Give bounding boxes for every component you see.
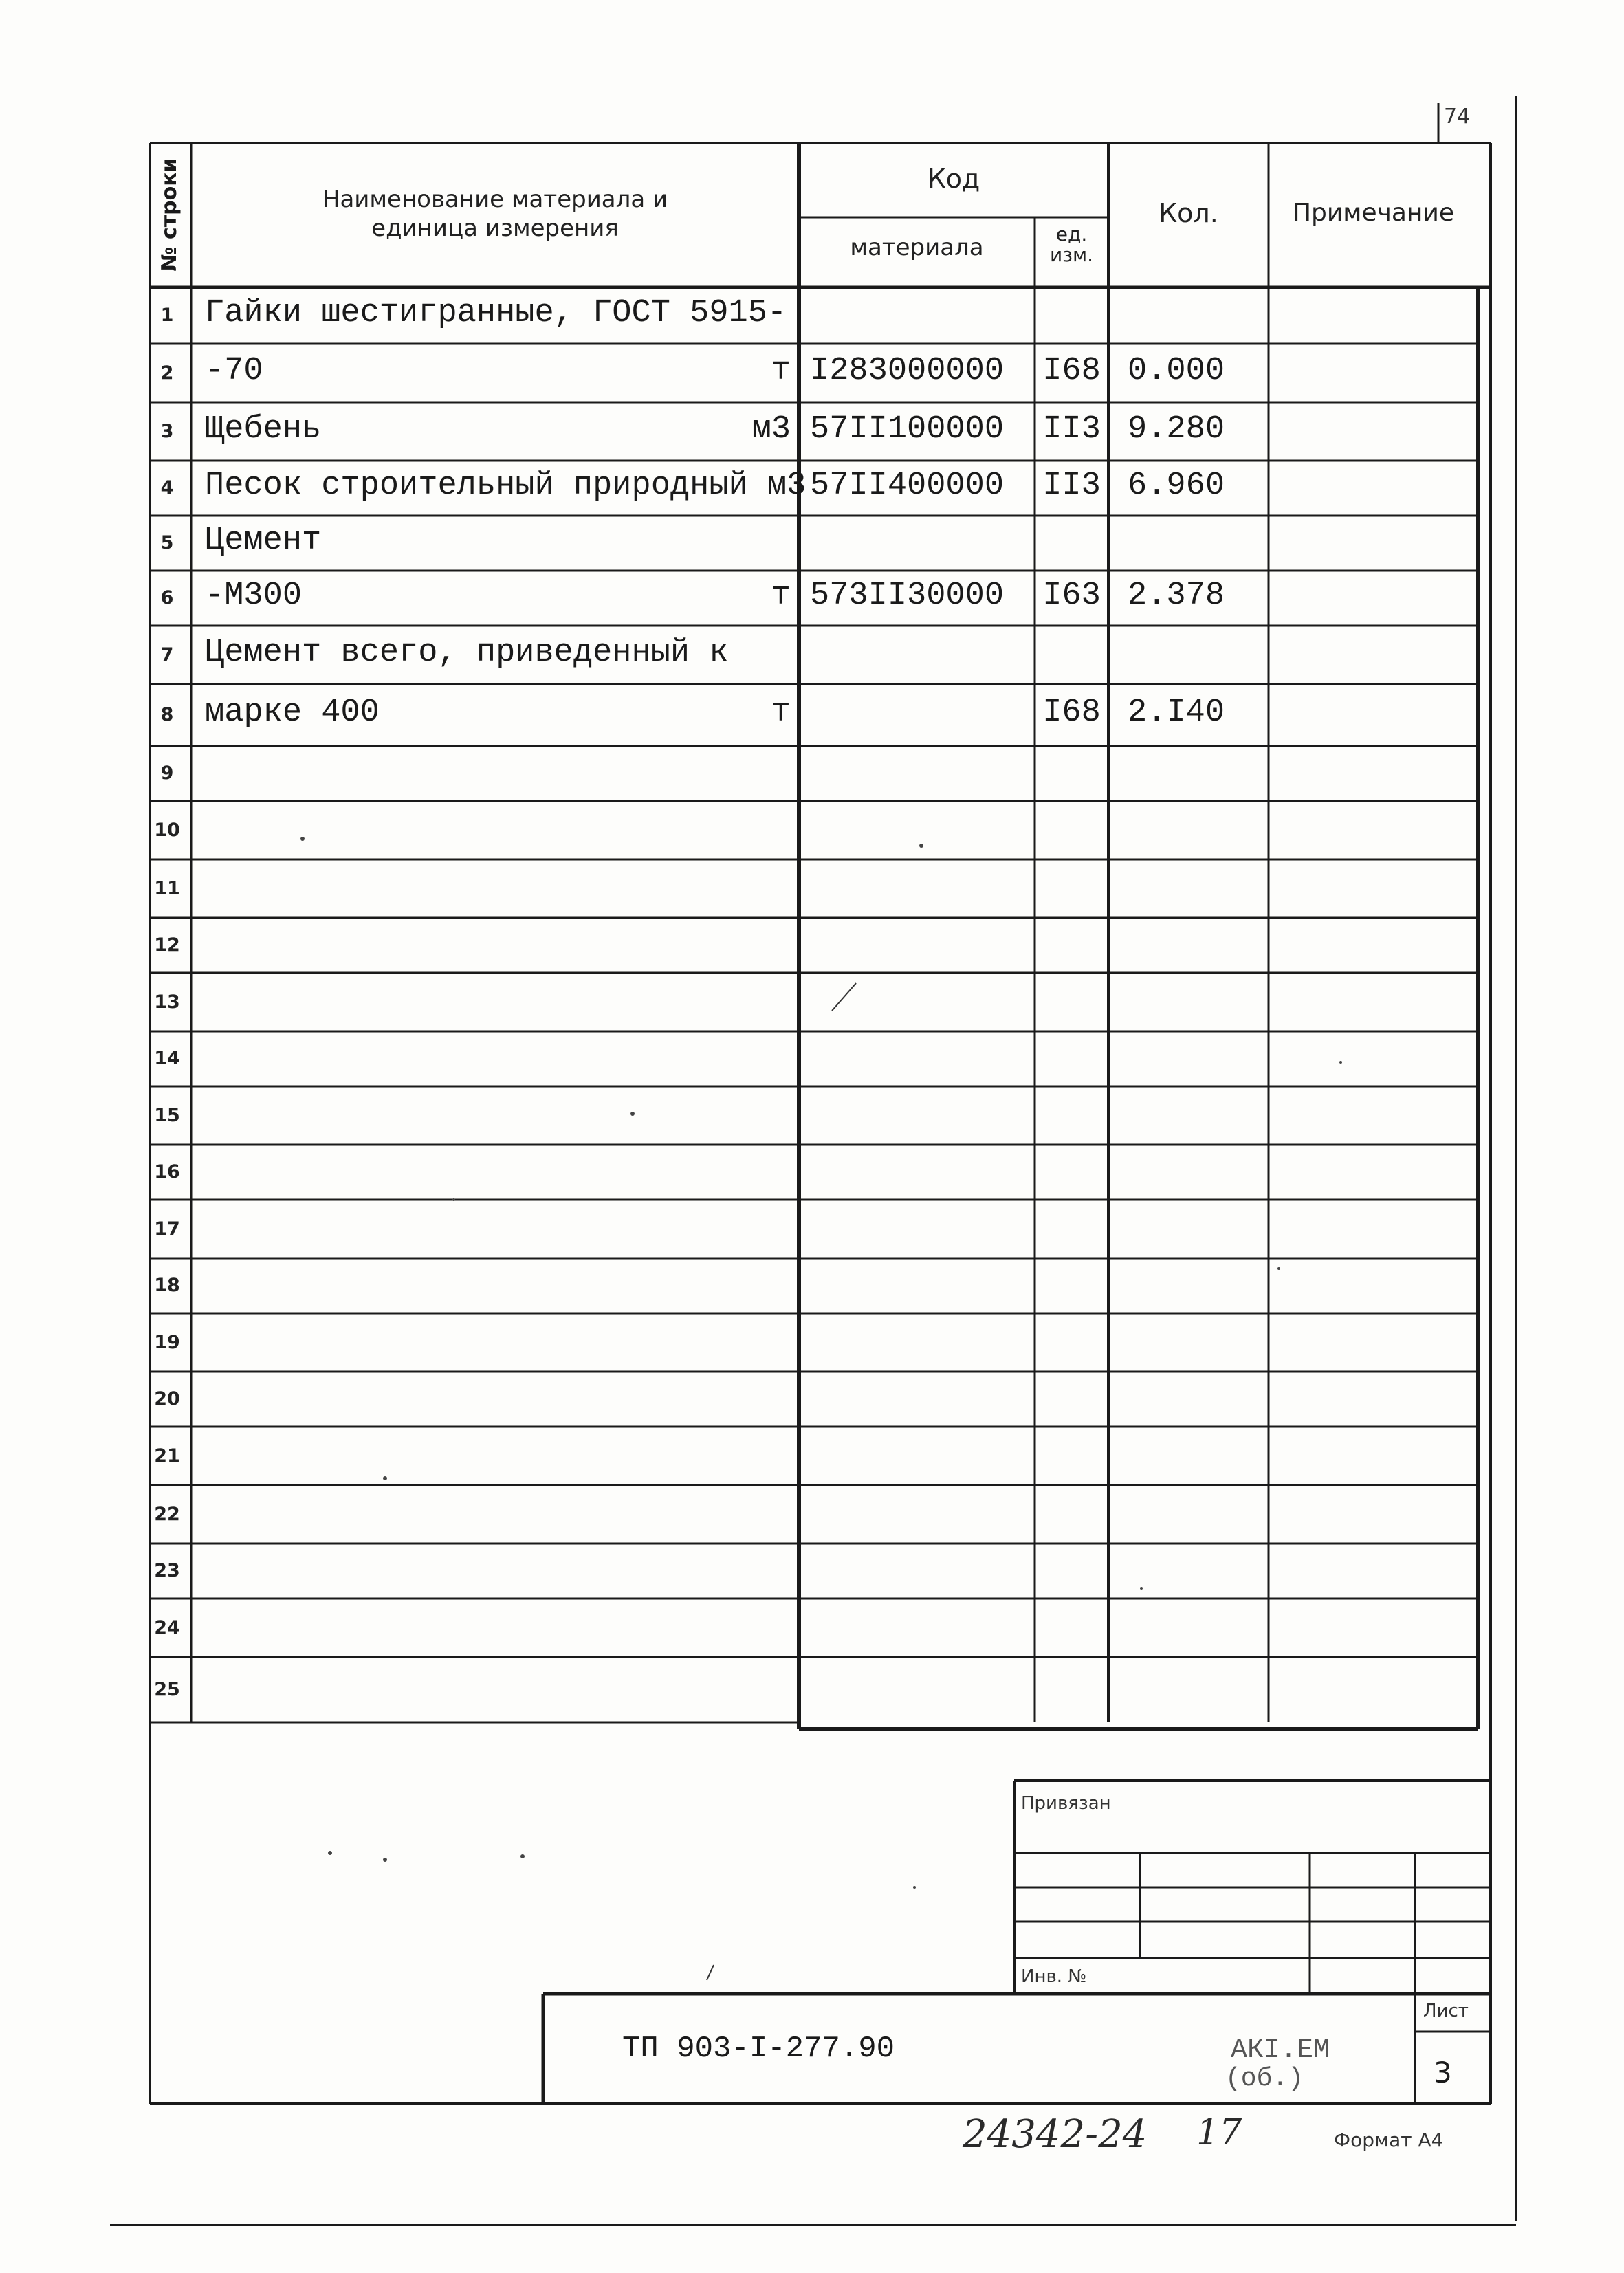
material-unit: т	[771, 352, 791, 389]
sheet-number: 3	[1434, 2056, 1452, 2089]
quantity: 9.280	[1128, 410, 1225, 448]
row-number: 19	[154, 1331, 180, 1353]
unit-code: I68	[1042, 352, 1101, 389]
row-number: 18	[154, 1275, 180, 1296]
material-name: Гайки шестигранные, ГОСТ 5915-	[205, 295, 787, 331]
material-code: 573II30000	[810, 578, 1005, 614]
row-number-header	[150, 143, 191, 287]
quantity: 2.I40	[1128, 694, 1225, 731]
row-number: 7	[160, 644, 174, 666]
quantity: 6.960	[1128, 468, 1225, 504]
code-unit-header-line2: изм.	[1049, 243, 1094, 266]
unit-code: I63	[1042, 578, 1101, 614]
row-number: 5	[160, 532, 174, 553]
sheet-code-line1: АКI.ЕМ	[1231, 2035, 1330, 2066]
doc-code: ТП 903-I-277.90	[622, 2032, 895, 2066]
page-number-corner: 74	[1444, 105, 1471, 129]
row-number: 8	[160, 704, 174, 725]
code-header: Код	[927, 164, 980, 194]
row-number: 12	[154, 934, 180, 956]
material-code: 57II100000	[810, 410, 1005, 448]
material-unit: м3	[751, 410, 791, 448]
qty-header: Кол.	[1159, 198, 1218, 228]
row-number: 25	[154, 1678, 180, 1700]
code-unit-header-line1: ед.	[1055, 223, 1088, 245]
material-unit: т	[771, 578, 791, 614]
material-name: марке 400	[205, 694, 380, 731]
code-material-header: материала	[850, 234, 984, 261]
row-number: 4	[160, 477, 174, 498]
row-number: 15	[154, 1104, 180, 1126]
row-number: 16	[154, 1161, 180, 1183]
row-number: 1	[160, 305, 174, 326]
unit-code: II3	[1042, 468, 1101, 504]
material-code: 57II400000	[810, 468, 1005, 504]
bound-label: Привязан	[1021, 1793, 1111, 1814]
note-header: Примечание	[1292, 199, 1455, 227]
row-number: 20	[154, 1388, 180, 1409]
name-header-line2: единица измерения	[371, 215, 619, 242]
material-name: Песок строительный природный м3	[205, 468, 806, 504]
unit-code: II3	[1042, 410, 1101, 448]
format-label: Формат А4	[1334, 2129, 1444, 2151]
material-name: Цемент всего, приведенный к	[205, 634, 729, 671]
material-name: -70	[205, 352, 263, 389]
row-number: 13	[154, 991, 180, 1013]
material-name: -М300	[205, 578, 303, 614]
name-header-line1: Наименование материала и	[322, 186, 668, 213]
row-number: 17	[154, 1218, 180, 1240]
material-name: Щебень	[205, 410, 322, 448]
inv-label: Инв. №	[1021, 1966, 1087, 1987]
material-unit: т	[771, 694, 791, 731]
row-number: 11	[154, 877, 180, 899]
row-number: 9	[160, 762, 174, 784]
order-number: 24342-24	[963, 2112, 1148, 2157]
row-number: 24	[154, 1616, 180, 1638]
row-number: 21	[154, 1445, 180, 1467]
row-number: 2	[160, 362, 174, 384]
material-code: I283000000	[810, 352, 1005, 389]
row-number: 3	[160, 420, 174, 442]
row-number: 14	[154, 1048, 180, 1069]
quantity: 2.378	[1128, 578, 1225, 614]
row-number: 22	[154, 1503, 180, 1525]
unit-code: I68	[1042, 694, 1101, 731]
quantity: 0.000	[1128, 352, 1225, 389]
sheet-code-line2: (об.)	[1225, 2064, 1304, 2094]
row-number: 6	[160, 587, 174, 608]
sheet-label: Лист	[1423, 2001, 1469, 2021]
material-name: Цемент	[205, 523, 322, 559]
order-suffix: 17	[1196, 2112, 1242, 2153]
row-number: 10	[154, 819, 180, 841]
row-number-header-label: № строки	[157, 157, 182, 272]
row-number: 23	[154, 1560, 180, 1581]
